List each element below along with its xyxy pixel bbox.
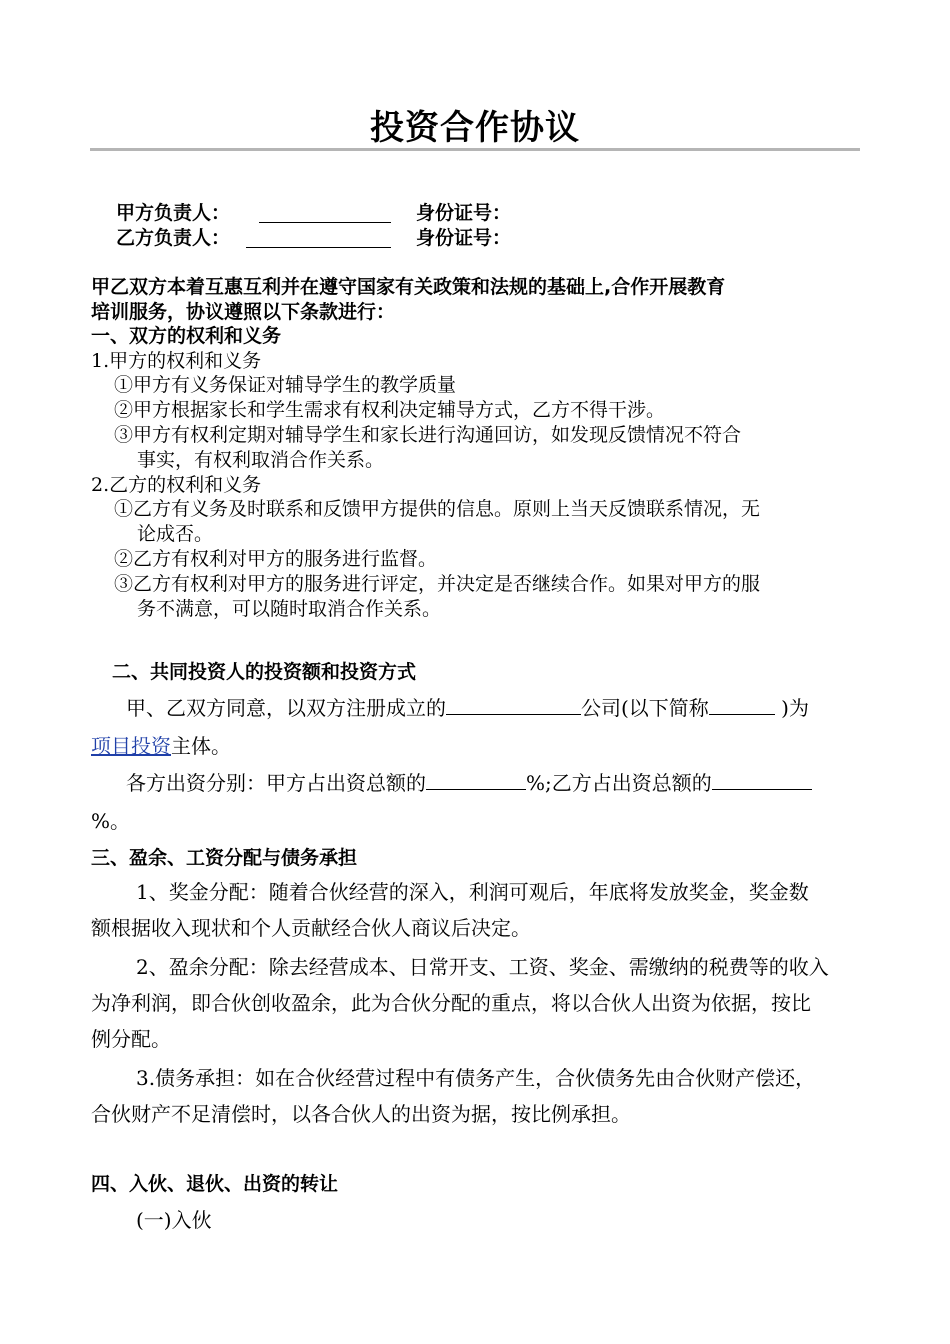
- s2-p1-text-d: 主体。: [171, 734, 231, 758]
- section-2-para-1-line2: [91, 734, 231, 758]
- s2-p1-text-a: 甲、乙双方同意，以双方注册成立的: [126, 696, 446, 720]
- party-b-label: 乙方负责人：: [116, 227, 231, 249]
- clause-1-1: 1.甲方的权利和义务: [91, 350, 262, 372]
- clause-1-2-c-line1: ③乙方有权利对甲方的服务进行评定，并决定是否继续合作。如果对甲方的服: [114, 573, 761, 595]
- clause-1-2: 2.乙方的权利和义务: [91, 474, 262, 496]
- section-3-title: 三、盈余、工资分配与债务承担: [91, 847, 358, 869]
- party-a-id-label: 身份证号：: [416, 202, 512, 224]
- intro-line-2: 培训服务，协议遵照以下条款进行：: [91, 301, 396, 323]
- clause-1-2-c-line2: 务不满意，可以随时取消合作关系。: [137, 598, 442, 620]
- clause-3-3-line2: 合伙财产不足清偿时，以各合伙人的出资为据，按比例承担。: [91, 1102, 631, 1126]
- section-2-para-2: [126, 771, 812, 795]
- section-1-title: 一、双方的权利和义务: [91, 325, 282, 347]
- company-name-blank: [446, 696, 581, 715]
- party-b-blank: [246, 229, 391, 248]
- clause-1-1-a: ①甲方有义务保证对辅导学生的教学质量: [114, 374, 457, 396]
- clause-1-1-c-line1: ③甲方有权利定期对辅导学生和家长进行沟通回访，如发现反馈情况不符合: [114, 424, 742, 446]
- clause-3-2-line2: 为净利润，即合伙创收盈余，此为合伙分配的重点，将以合伙人出资为依据，按比: [91, 991, 811, 1015]
- section-2-para-1: [126, 696, 809, 720]
- section-4-title: 四、入伙、退伙、出资的转让: [91, 1173, 339, 1195]
- party-a-blank: [259, 204, 391, 223]
- clause-1-1-b: ②甲方根据家长和学生需求有权利决定辅导方式，乙方不得干涉。: [114, 399, 666, 421]
- short-name-blank: [709, 696, 775, 715]
- s2-p1-text-b: 公司(以下简称: [581, 696, 709, 720]
- s2-p2-text-b: %;乙方占出资总额的: [526, 771, 712, 795]
- party-b-share-blank: [712, 771, 812, 790]
- clause-1-1-c-line2: 事实，有权利取消合作关系。: [137, 449, 385, 471]
- clause-3-2-line1: 2、盈余分配：除去经营成本、日常开支、工资、奖金、需缴纳的税费等的收入: [136, 955, 829, 979]
- clause-3-3-line1: 3.债务承担：如在合伙经营过程中有债务产生，合伙债务先由合伙财产偿还，: [136, 1066, 816, 1090]
- intro-line-1: 甲乙双方本着互惠互利并在遵守国家有关政策和法规的基础上,合作开展教育: [91, 276, 726, 298]
- project-investment-link[interactable]: 项目投资: [91, 734, 171, 758]
- clause-1-2-b: ②乙方有权利对甲方的服务进行监督。: [114, 548, 438, 570]
- party-b-id-label: 身份证号：: [416, 227, 512, 249]
- s2-p2-text-a: 各方出资分别：甲方占出资总额的: [126, 771, 426, 795]
- title-divider: [90, 148, 860, 151]
- section-2-title: 二、共同投资人的投资额和投资方式: [112, 661, 417, 683]
- clause-1-2-a-line2: 论成否。: [137, 523, 214, 545]
- party-a-label: 甲方负责人：: [116, 202, 231, 224]
- clause-3-1-line2: 额根据收入现状和个人贡献经合伙人商议后决定。: [91, 916, 531, 940]
- document-title: 投资合作协议: [370, 108, 580, 148]
- s2-p1-text-c: )为: [774, 696, 809, 720]
- clause-4-1: (一)入伙: [136, 1208, 212, 1232]
- section-2-para-2-end: %。: [91, 809, 131, 833]
- party-a-share-blank: [426, 771, 526, 790]
- clause-3-1-line1: 1、奖金分配：随着合伙经营的深入，利润可观后，年底将发放奖金，奖金数: [136, 880, 809, 904]
- clause-1-2-a-line1: ①乙方有义务及时联系和反馈甲方提供的信息。原则上当天反馈联系情况，无: [114, 498, 761, 520]
- clause-3-2-line3: 例分配。: [91, 1027, 171, 1051]
